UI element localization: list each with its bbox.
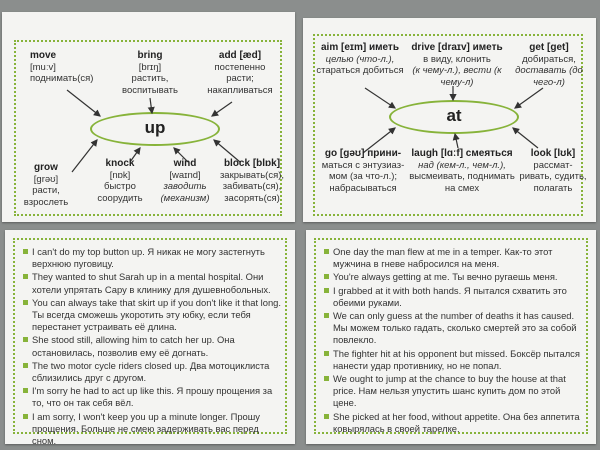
example-item: The fighter hit at his opponent but missed. Боксёр пытался нанести удар противнику, но не попал. — [324, 348, 582, 372]
verb-laugh: laugh [lɑːf] смеяться над (кем-л., чем-л.), высмеивать, поднимать на смех — [409, 148, 515, 194]
verb-go: go [gəʊ] прини- маться с энтузиаз- мом (за что-л.); набрасываться — [321, 148, 405, 194]
example-item: You're always getting at me. Ты вечно ругаешь меня. — [324, 271, 582, 283]
particle-up: up — [144, 118, 166, 137]
card-up — [2, 12, 295, 222]
example-item: We can only guess at the number of deaths it has caused. Мы можем только гадать, сколько смертей это за собой повлекло. — [324, 310, 582, 347]
example-item: One day the man flew at me in a temper. Как-то этот мужчина в гневе набросился на меня. — [324, 246, 582, 270]
verb-bring: bring [brɪŋ] растить, воспитывать — [122, 50, 178, 96]
example-item: You can always take that skirt up if you don't like it that long. Ты всегда сможешь укоротить эту юбку, если тебя перестанет устраивать её длина. — [23, 297, 281, 334]
card-examples-at — [306, 230, 596, 444]
example-item: I grabbed at it with both hands. Я пытался схватить это обеими руками. — [324, 285, 582, 309]
card-examples-up — [5, 230, 295, 447]
examples-list-up — [23, 246, 281, 448]
example-item: I'm sorry he had to act up like this. Я прошу прощения за то, что он так себя вёл. — [23, 385, 281, 409]
examples-list-at — [324, 246, 582, 436]
example-item: We ought to jump at the chance to buy the house at that price. Нам нельзя упустить шанс купить дом по этой цене. — [324, 373, 582, 410]
example-item: She picked at her food, without appetite. Она без аппетита ковырялась в своей тарелке. — [324, 411, 582, 435]
card-at — [303, 18, 596, 222]
verb-add: add [æd] постепенно расти; накапливаться — [207, 50, 273, 96]
verb-knock: knock [nɒk] быстро соорудить — [97, 158, 143, 204]
example-item: She stood still, allowing him to catch her up. Она остановилась, позволив ему её догнать. — [23, 334, 281, 358]
example-item: They wanted to shut Sarah up in a mental hospital. Они хотели упрятать Сару в клинику для душевнобольных. — [23, 271, 281, 295]
verb-wind: wind [waɪnd] заводить (механизм) — [160, 158, 210, 204]
verb-look: look [lʊk] рассмат- ривать, судить, полагать — [519, 148, 587, 194]
verb-aim: aim [eɪm] иметь целью (что-л.), стараться добиться — [316, 42, 404, 77]
verb-get: get [get] добираться, доставать (до чего-л) — [515, 42, 583, 88]
verb-move: move [muːv] поднимать(ся) — [30, 50, 94, 85]
verb-drive: drive [draɪv] иметь в виду, клонить (к чему-л.), вести (к чему-л) — [411, 42, 503, 88]
particle-at: at — [446, 106, 462, 125]
example-item: I can't do my top button up. Я никак не могу застегнуть верхнюю пуговицу. — [23, 246, 281, 270]
verb-block: block [blɒk] закрывать(ся), забивать(ся), засорять(ся) — [219, 158, 285, 204]
verb-grow: grow [grəʊ] расти, взрослеть — [23, 162, 69, 208]
example-item: The two motor cycle riders closed up. Два мотоциклиста сблизились друг с другом. — [23, 360, 281, 384]
example-item: I am sorry, I won't keep you up a minute longer. Прошу прощения. Больше не смею задерживать вас перед сном. — [23, 411, 281, 448]
